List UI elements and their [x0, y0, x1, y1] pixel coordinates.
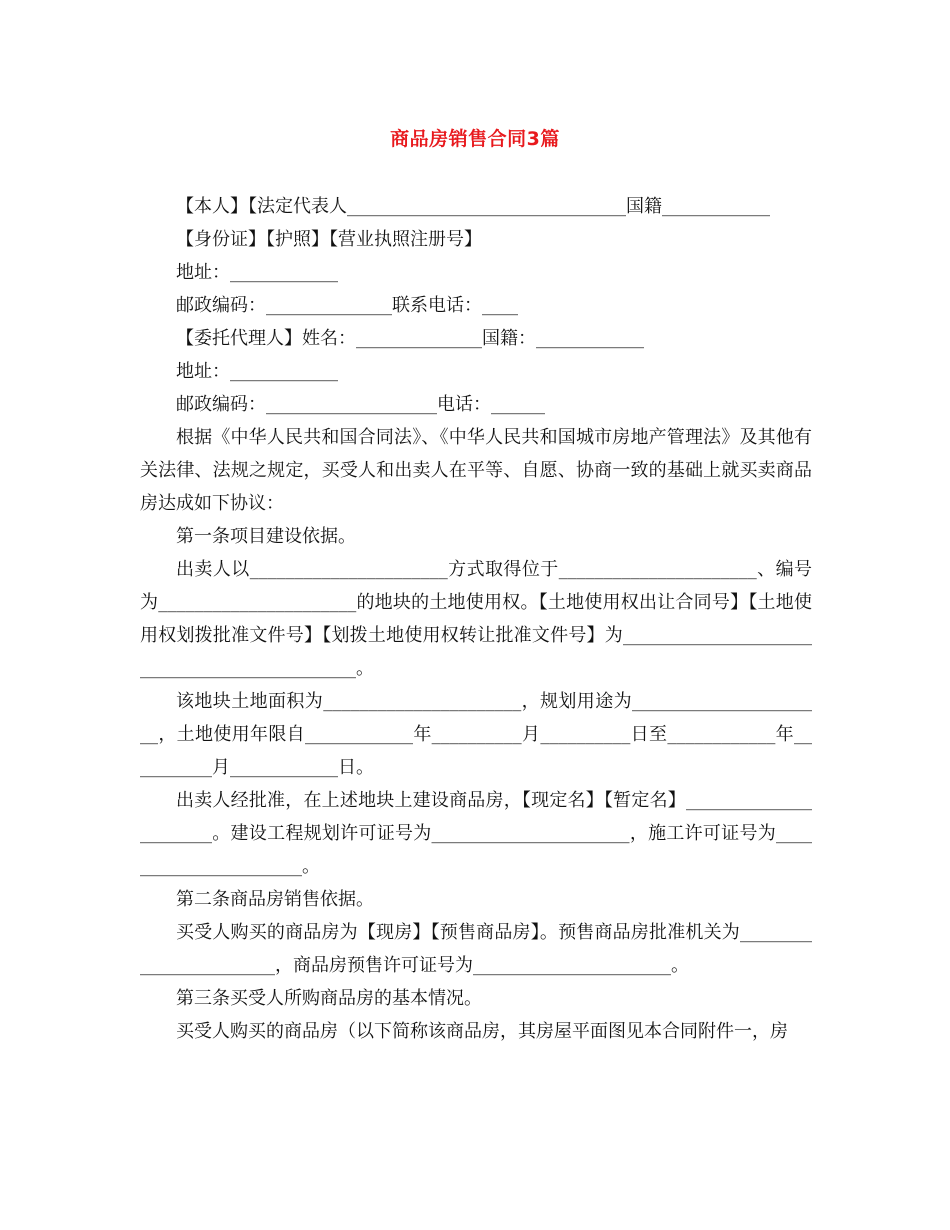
agent-info-line: 【委托代理人】姓名：______________国籍：____________	[176, 328, 644, 349]
agent-address-line: 地址：____________	[176, 361, 338, 382]
article-2-heading: 第二条商品房销售依据。	[176, 889, 374, 910]
document-title: 商品房销售合同3篇	[390, 128, 560, 150]
agent-postal-phone-line: 邮政编码：___________________电话：______	[176, 394, 545, 415]
article-1-land-paragraph: 出卖人以______________________方式取得位于______________________、编号为______________________的地块的土地使用权。【土地使用权出让合同号】【土地使用权划拨批准文件号】【划拨土地使用权转让批准文件号】为_____________________________________________。	[140, 559, 812, 679]
postal-phone-line: 邮政编码：______________联系电话：____	[176, 295, 518, 316]
document-body	[140, 190, 812, 1048]
party-info-line: 【本人】【法定代表人_______________________________国籍____________	[176, 196, 770, 217]
article-3-heading: 第三条买受人所购商品房的基本情况。	[176, 988, 482, 1009]
article-1-area-paragraph: 该地块土地面积为______________________，规划用途为______________________，土地使用年限自____________年__________月__________日至____________年__________月____________日。	[140, 691, 812, 778]
preamble-paragraph: 根据《中华人民共和国合同法》、《中华人民共和国城市房地产管理法》及其他有关法律、法规之规定，买受人和出卖人在平等、自愿、协商一致的基础上就买卖商品房达成如下协议：	[140, 427, 812, 514]
id-type-line: 【身份证】【护照】【营业执照注册号】	[176, 229, 482, 250]
address-line: 地址：____________	[176, 262, 338, 283]
article-2-paragraph: 买受人购买的商品房为【现房】【预售商品房】。预售商品房批准机关为_______________________，商品房预售许可证号为______________________。	[140, 922, 812, 976]
article-1-heading: 第一条项目建设依据。	[176, 526, 356, 547]
article-3-paragraph: 买受人购买的商品房（以下简称该商品房，其房屋平面图见本合同附件一，房	[176, 1021, 788, 1042]
article-1-permit-paragraph: 出卖人经批准，在上述地块上建设商品房，【现定名】【暂定名】______________________。建设工程规划许可证号为______________________，施工许可证号为______________________。	[140, 790, 812, 877]
